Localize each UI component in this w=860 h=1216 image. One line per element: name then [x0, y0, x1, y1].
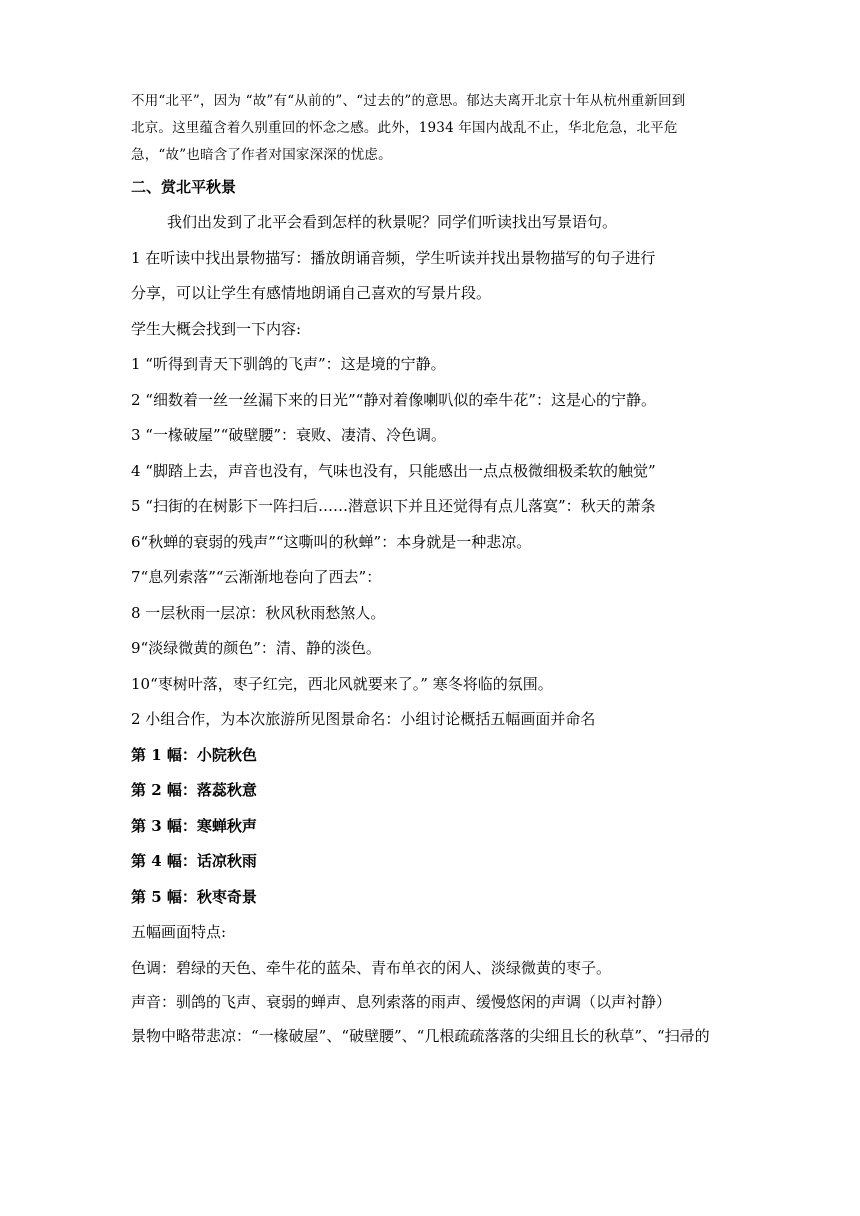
answer-item: 4 “脚踏上去，声音也没有，气味也没有，只能感出一点点极微细极柔软的触觉”	[131, 461, 656, 480]
answer-item: 2 “细数着一丝一丝漏下来的日光”“静对着像喇叭似的牵牛花”：这是心的宁静。	[131, 390, 656, 409]
scene-title: 第 1 幅：小院秋色	[131, 745, 257, 764]
intro-line: 不用“北平”，因为 “故”有“从前的”、“过去的”的意思。郁达夫离开北京十年从杭州重新回到	[131, 93, 686, 109]
feature-item: 色调：碧绿的天色、牵牛花的蓝朵、青布单衣的闲人、淡绿微黄的枣子。	[131, 958, 612, 977]
intro-line: 急，“故”也暗含了作者对国家深深的忧虑。	[131, 147, 392, 163]
scene-title: 第 4 幅：话凉秋雨	[131, 852, 257, 870]
answer-item: 6“秋蝉的衰弱的残声”“这嘶叫的秋蝉”：本身就是一种悲凉。	[131, 532, 532, 551]
answer-item: 3 “一椽破屋”“破壁腰”：衰败、凄清、冷色调。	[131, 426, 446, 444]
answer-item: 9“淡绿微黄的颜色”：清、静的淡色。	[131, 639, 381, 657]
lead-sentence: 我们出发到了北平会看到怎样的秋景呢？同学们听读找出写景语句。	[167, 213, 618, 231]
intro-paragraph	[131, 88, 731, 169]
feature-item: 景物中略带悲凉：“一椽破屋”、“破壁腰”、“几根疏疏落落的尖细且长的秋草”、“扫帚的	[131, 1026, 710, 1045]
intro-line: 北京。这里蕴含着久别重回的怀念之感。此外，1934 年国内战乱不止，华北危急，北平危	[131, 120, 678, 136]
task-1-line: 1 在听读中找出景物描写：播放朗诵音频，学生听读并找出景物描写的句子进行	[131, 248, 656, 267]
answer-item: 8 一层秋雨一层凉：秋风秋雨愁煞人。	[131, 603, 386, 622]
task-1-line: 分享，可以让学生有感情地朗诵自己喜欢的写景片段。	[131, 284, 492, 302]
answer-item: 7“息列索落”“云渐渐地卷向了西去”：	[131, 568, 382, 586]
scene-title: 第 3 幅：寒蝉秋声	[131, 816, 257, 835]
answers-intro: 学生大概会找到一下内容:	[131, 319, 302, 338]
scene-title: 第 5 幅：秋枣奇景	[131, 887, 257, 906]
section-heading: 二、赏北平秋景	[131, 178, 237, 196]
answer-item: 10“枣树叶落，枣子红完，西北风就要来了。” 寒冬将临的氛围。	[131, 674, 553, 693]
features-intro: 五幅画面特点:	[131, 923, 227, 941]
answer-item: 5 “扫街的在树影下一阵扫后……潜意识下并且还觉得有点儿落寞”：秋天的萧条	[131, 497, 656, 515]
answer-item: 1 “听得到青天下驯鸽的飞声”：这是境的宁静。	[131, 355, 446, 373]
document-body	[131, 88, 731, 1053]
feature-item: 声音：驯鸽的飞声、衰弱的蝉声、息列索落的雨声、缓慢悠闲的声调（以声衬静）	[131, 992, 672, 1011]
task-2-line: 2 小组合作，为本次旅游所见图景命名：小组讨论概括五幅画面并命名	[131, 710, 596, 728]
scene-title: 第 2 幅：落蕊秋意	[131, 781, 257, 799]
